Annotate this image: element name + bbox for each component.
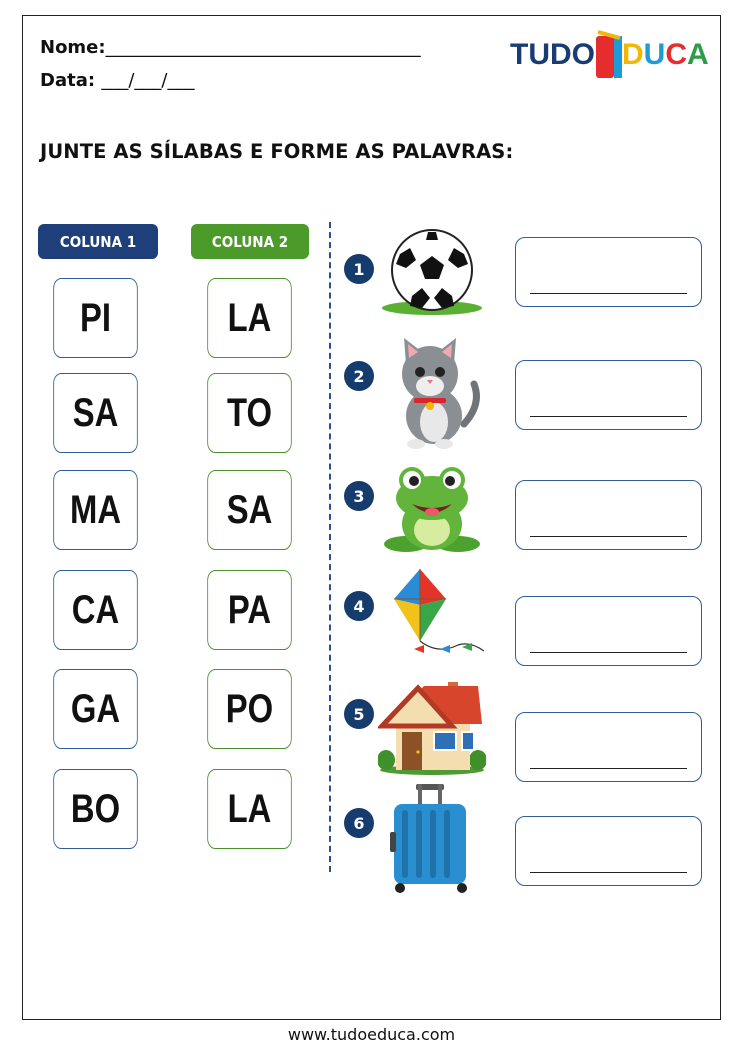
col1-syllable: SA xyxy=(53,373,137,453)
answer-box[interactable] xyxy=(515,596,702,666)
item-number-badge: 3 xyxy=(344,481,374,511)
footer-url: www.tudoeduca.com xyxy=(287,1025,456,1044)
col2-syllable: LA xyxy=(207,769,291,849)
logo-text-a: TUDO xyxy=(510,38,595,71)
cat-icon xyxy=(378,334,486,449)
frog-icon xyxy=(378,460,486,556)
col1-syllable: BO xyxy=(53,769,137,849)
answer-box[interactable] xyxy=(515,712,702,782)
answer-line xyxy=(530,536,687,537)
item-number-badge: 4 xyxy=(344,591,374,621)
col2-syllable: PA xyxy=(207,570,291,650)
col1-syllable: MA xyxy=(53,470,137,550)
name-label: Nome: xyxy=(40,37,106,58)
answer-box[interactable] xyxy=(515,480,702,550)
answer-line xyxy=(530,872,687,873)
col2-syllable: LA xyxy=(207,278,291,358)
house-icon xyxy=(378,676,486,776)
date-field xyxy=(40,70,194,91)
date-line: ___/___/___ xyxy=(101,70,195,91)
col1-syllable: CA xyxy=(53,570,137,650)
kite-icon xyxy=(378,565,486,665)
logo-text-b: DUCA xyxy=(622,38,709,71)
item-number-badge: 5 xyxy=(344,699,374,729)
name-line: ___________________________________ xyxy=(105,37,421,58)
item-number-badge: 1 xyxy=(344,254,374,284)
item-number-badge: 2 xyxy=(344,361,374,391)
col1-syllable: GA xyxy=(53,669,137,749)
suitcase-icon xyxy=(378,780,486,895)
tudoeduca-logo xyxy=(510,26,715,80)
name-field xyxy=(40,37,421,58)
col2-syllable: SA xyxy=(207,470,291,550)
soccer-ball-icon xyxy=(378,226,486,316)
column-2-badge: COLUNA 2 xyxy=(191,224,309,259)
answer-line xyxy=(530,416,687,417)
column-divider xyxy=(329,222,331,872)
col2-syllable: TO xyxy=(207,373,291,453)
answer-line xyxy=(530,293,687,294)
answer-box[interactable] xyxy=(515,360,702,430)
instruction-heading: JUNTE AS SÍLABAS E FORME AS PALAVRAS: xyxy=(40,140,514,163)
col2-syllable: PO xyxy=(207,669,291,749)
item-number-badge: 6 xyxy=(344,808,374,838)
answer-box[interactable] xyxy=(515,816,702,886)
col1-syllable: PI xyxy=(53,278,137,358)
date-label: Data: xyxy=(40,70,96,91)
answer-line xyxy=(530,652,687,653)
answer-line xyxy=(530,768,687,769)
answer-box[interactable] xyxy=(515,237,702,307)
column-1-badge: COLUNA 1 xyxy=(38,224,158,259)
